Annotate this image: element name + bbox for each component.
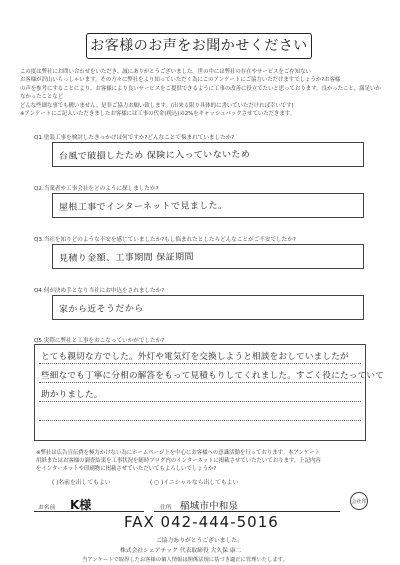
- note-line: 用紙またはお客様の調査結果を工事状況を随時ブログ内のインターネットに掲載させていただいております。上記内容: [36, 458, 321, 464]
- question-2-label: Q2.当業者や工事会社をどのように探しましたか?: [34, 186, 159, 192]
- intro-line: の声を参考にすることにより、お客様により良いサービスをご提供できるように工事の改善に役立てたいと思っております。良かったこと、満足いかなかったことなど: [20, 85, 381, 101]
- fax-number: FAX 042-444-5016: [124, 513, 279, 531]
- address-field[interactable]: [154, 497, 340, 512]
- question-5-answer-line: 助かりました。: [41, 390, 103, 400]
- question-5-answer-line: 些細なでも丁寧に分相の解答をもって見積もりしてくれました。すごく役にたっていて: [41, 371, 384, 381]
- question-2-answer-box[interactable]: [52, 193, 364, 218]
- name-label: お名前: [38, 505, 56, 511]
- question-5-answer-line: とても親切な方でした。外灯や電気灯を交換しようと相談をおしていましたが: [41, 352, 349, 362]
- address-value: 稲城市中和泉: [180, 501, 239, 512]
- name-value: K様: [70, 498, 92, 512]
- answer-rule: [39, 382, 361, 383]
- company-seal: 会社印: [350, 492, 368, 510]
- page-title: お客様のお声をお聞かせください: [86, 33, 312, 59]
- question-3-answer-box[interactable]: [52, 244, 364, 269]
- question-4-label: Q4.何が決め手となり当社にお申込をされましたか?: [34, 288, 165, 294]
- question-5-label: Q5.実際に弊社と工事をおこなっていかがでしたか?: [34, 338, 165, 344]
- answer-rule: [39, 363, 361, 364]
- question-2-answer: 屋根工事でインターネットで見ました。: [58, 201, 228, 213]
- address-label: 住所: [160, 505, 172, 511]
- intro-line: お客様が沢山いらっしゃいます。その方々に弊社をより知っていただく為にこのアンケートにご協力いただけますでしょうか?お客様: [20, 77, 341, 84]
- question-3-answer: 見積り金額、工事期間 保証期間: [58, 252, 194, 264]
- answer-rule: [39, 401, 361, 402]
- question-1-label: Q1.塗装工事を検討したきっかけは何ですか?どんなことで悩まれていましたか?: [34, 135, 235, 141]
- intro-line: どんな些細な事でも構いません。是非ご協力お願い致します。(出来る限り具体的に書いていただければ幸いです): [20, 102, 294, 109]
- consent-option-initial[interactable]: ( ○ )イニシャルなら出してもよい: [150, 480, 239, 486]
- privacy-note: 当アンケートで取得したお客様の個人情報は関係法規に基づき適正に管理いたします。: [82, 557, 288, 563]
- note-line: をインターネットや印刷物に掲載させていただいてもよろしいでしょうか?: [36, 466, 217, 472]
- consent-option-name[interactable]: ( )名前を出してもよい: [52, 480, 111, 486]
- question-1-answer-box[interactable]: [52, 142, 364, 167]
- name-field[interactable]: [34, 497, 144, 512]
- intro-line: この度は弊社にお問い合わせをいただき、誠にありがとうございました。世の中には弊社の存在やサービスをご存知ない: [20, 69, 311, 75]
- question-5-answer-box[interactable]: [34, 344, 384, 441]
- answer-rule: [39, 420, 361, 421]
- publication-note: [36, 449, 386, 473]
- company-info: 株式会社シェアテック 代表取締役 大久保 康二: [120, 548, 242, 554]
- intro-line: ※アンケートにご記入いただきましたお客様には工事の代金(税込)の2%をキャッシュバックさせていただきます。: [20, 111, 296, 118]
- question-3-label: Q3.当社を知りどのような不安を感じていましたか?もし悩まれたとしたらどんなことがご不安でしたか?: [34, 237, 296, 243]
- intro-text: [20, 68, 382, 118]
- note-line: ※弊社は広告宣伝費を極力かけない為にホームページ上を中心にお客様への意識活動を行っております。本アンケート: [36, 450, 320, 456]
- question-4-answer: 家から近そうだから: [58, 304, 144, 315]
- thanks-text: ご協力ありがとうございました。: [156, 538, 243, 544]
- question-1-answer: 台風で破損したため 保険に入っていないため: [58, 149, 251, 162]
- question-4-answer-box[interactable]: [52, 295, 364, 320]
